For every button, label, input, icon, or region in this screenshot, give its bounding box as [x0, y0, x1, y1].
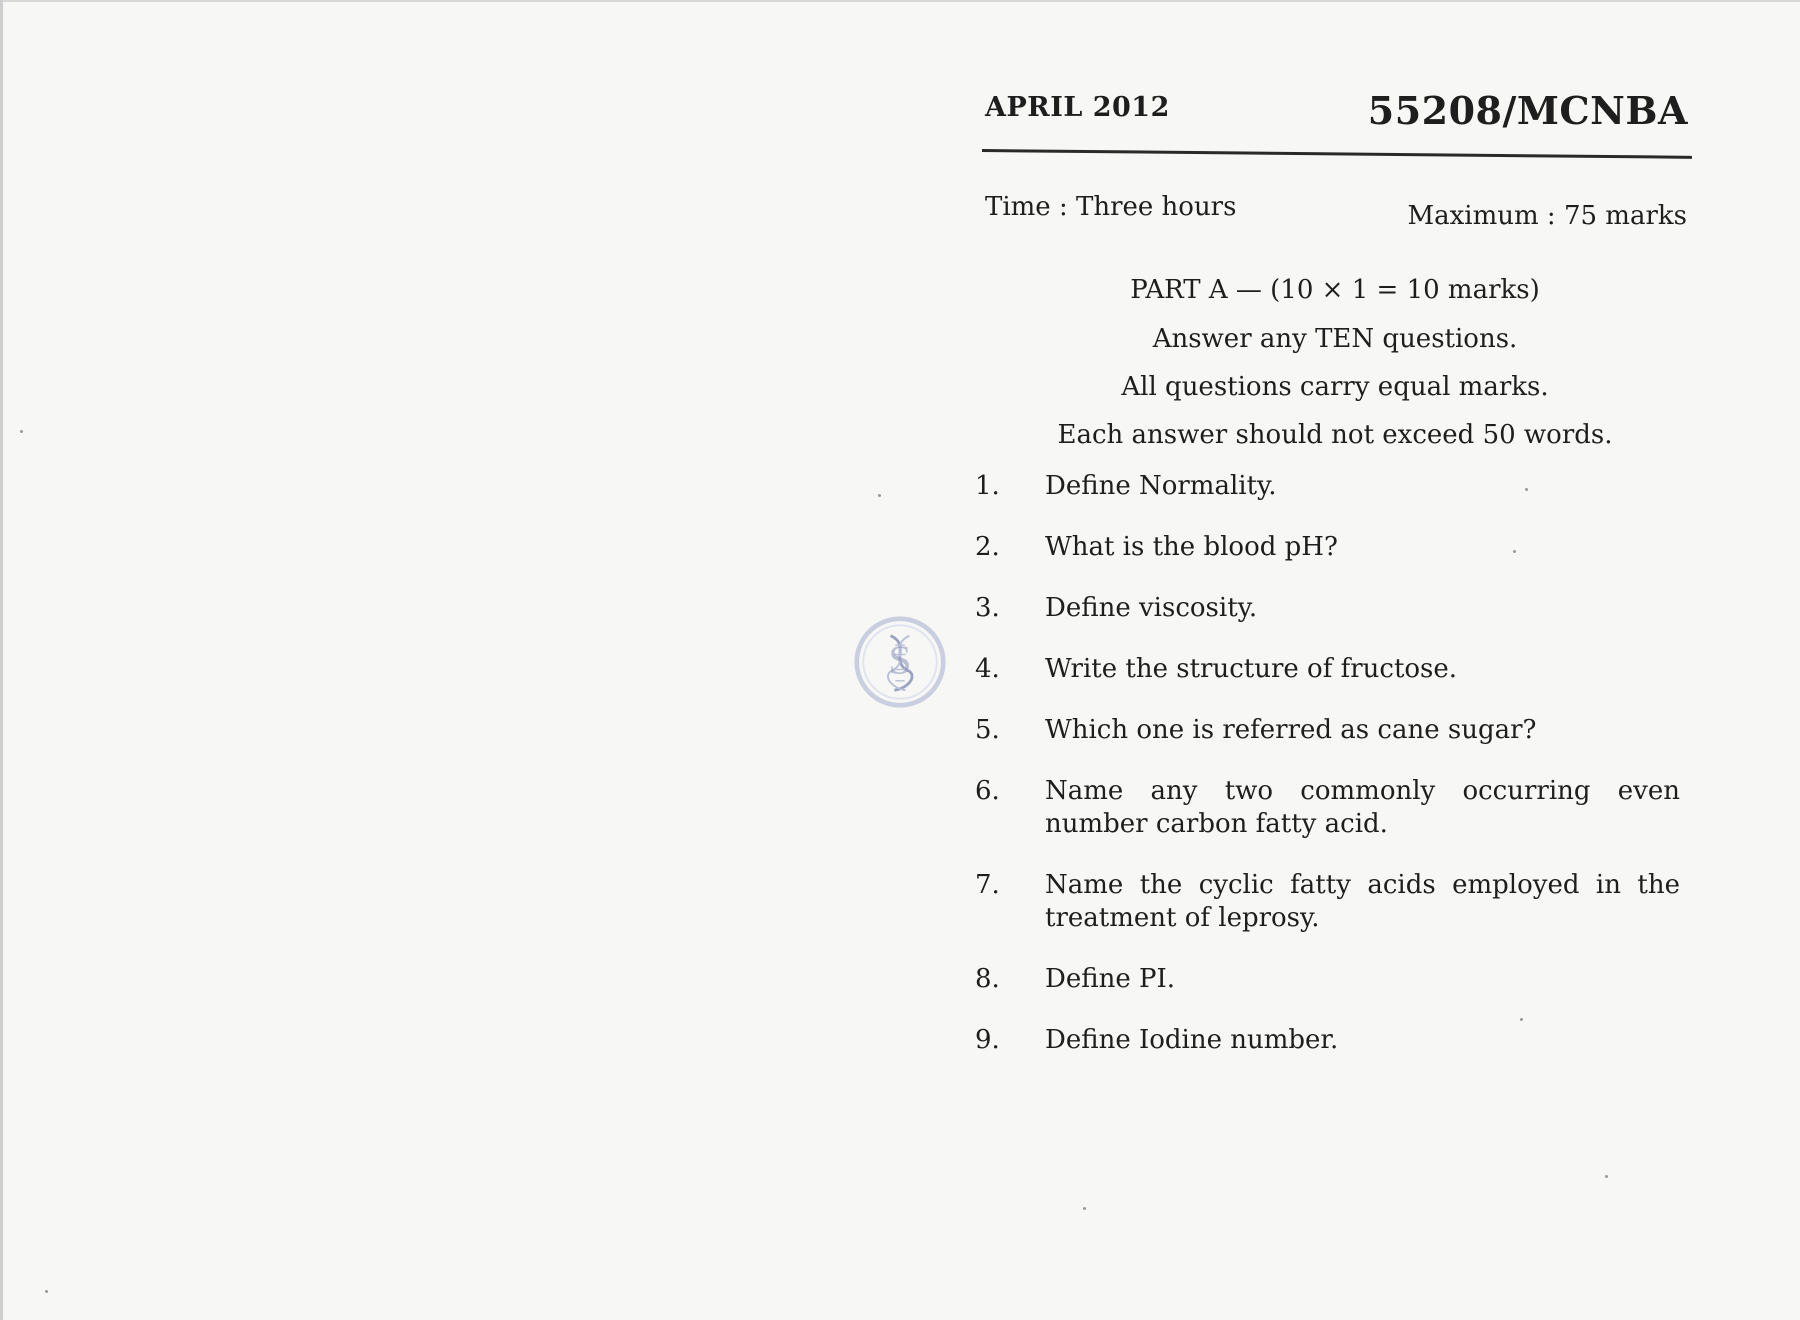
question-number: 7.	[975, 870, 1000, 900]
part-a-title: PART A — (10 × 1 = 10 marks)	[1130, 275, 1540, 305]
question-text: Write the structure of fructose.	[1045, 654, 1458, 684]
question-number: 8.	[975, 964, 1000, 994]
question-item-9	[975, 1024, 1680, 1057]
question-number: 2.	[975, 532, 1000, 562]
question-number: 9.	[975, 1025, 1000, 1055]
seal-letter: S	[888, 636, 912, 683]
question-text: Which one is referred as cane sugar?	[1045, 715, 1537, 745]
instruction-word-limit: Each answer should not exceed 50 words.	[1057, 420, 1613, 450]
maximum-marks: Maximum : 75 marks	[1407, 201, 1687, 231]
question-item-8	[975, 963, 1680, 996]
question-number: 6.	[975, 776, 1000, 806]
question-text: Define Iodine number.	[1045, 1025, 1339, 1055]
scan-speck	[1513, 550, 1516, 553]
question-number: 1.	[975, 471, 1000, 501]
dna-seal-icon	[853, 615, 947, 709]
question-text: Name the cyclic fatty acids employed in the treatment of leprosy.	[1045, 870, 1680, 933]
question-item-6	[975, 775, 1680, 841]
scan-speck	[45, 1290, 48, 1293]
scan-speck	[1525, 488, 1528, 491]
instruction-answer-ten: Answer any TEN questions.	[1152, 324, 1518, 354]
scan-top-edge	[0, 0, 1800, 2]
scan-speck	[1605, 1175, 1608, 1178]
question-text: Define viscosity.	[1045, 593, 1258, 623]
question-number: 4.	[975, 654, 1000, 684]
question-text: Define PI.	[1045, 964, 1175, 994]
paper-code: 55208/MCNBA	[1367, 88, 1688, 133]
exam-date: APRIL 2012	[985, 92, 1170, 123]
question-number: 5.	[975, 715, 1000, 745]
question-text: Name any two commonly occurring even number carbon fatty acid.	[1045, 776, 1680, 839]
question-text: Define Normality.	[1045, 471, 1277, 501]
question-item-4	[975, 653, 1680, 686]
question-list	[975, 470, 1680, 1057]
scan-left-edge	[0, 0, 3, 1320]
question-item-1	[975, 470, 1680, 503]
question-item-5	[975, 714, 1680, 747]
scan-speck	[1520, 1018, 1523, 1021]
question-item-2	[975, 531, 1680, 564]
question-item-7	[975, 869, 1680, 935]
exam-duration: Time : Three hours	[985, 192, 1237, 222]
scan-speck	[20, 430, 23, 433]
scan-speck	[1083, 1207, 1086, 1210]
question-item-3	[975, 592, 1680, 625]
question-number: 3.	[975, 593, 1000, 623]
instruction-equal-marks: All questions carry equal marks.	[1121, 372, 1549, 402]
question-text: What is the blood pH?	[1045, 532, 1338, 562]
header-divider	[982, 149, 1692, 159]
scan-speck	[878, 494, 881, 497]
